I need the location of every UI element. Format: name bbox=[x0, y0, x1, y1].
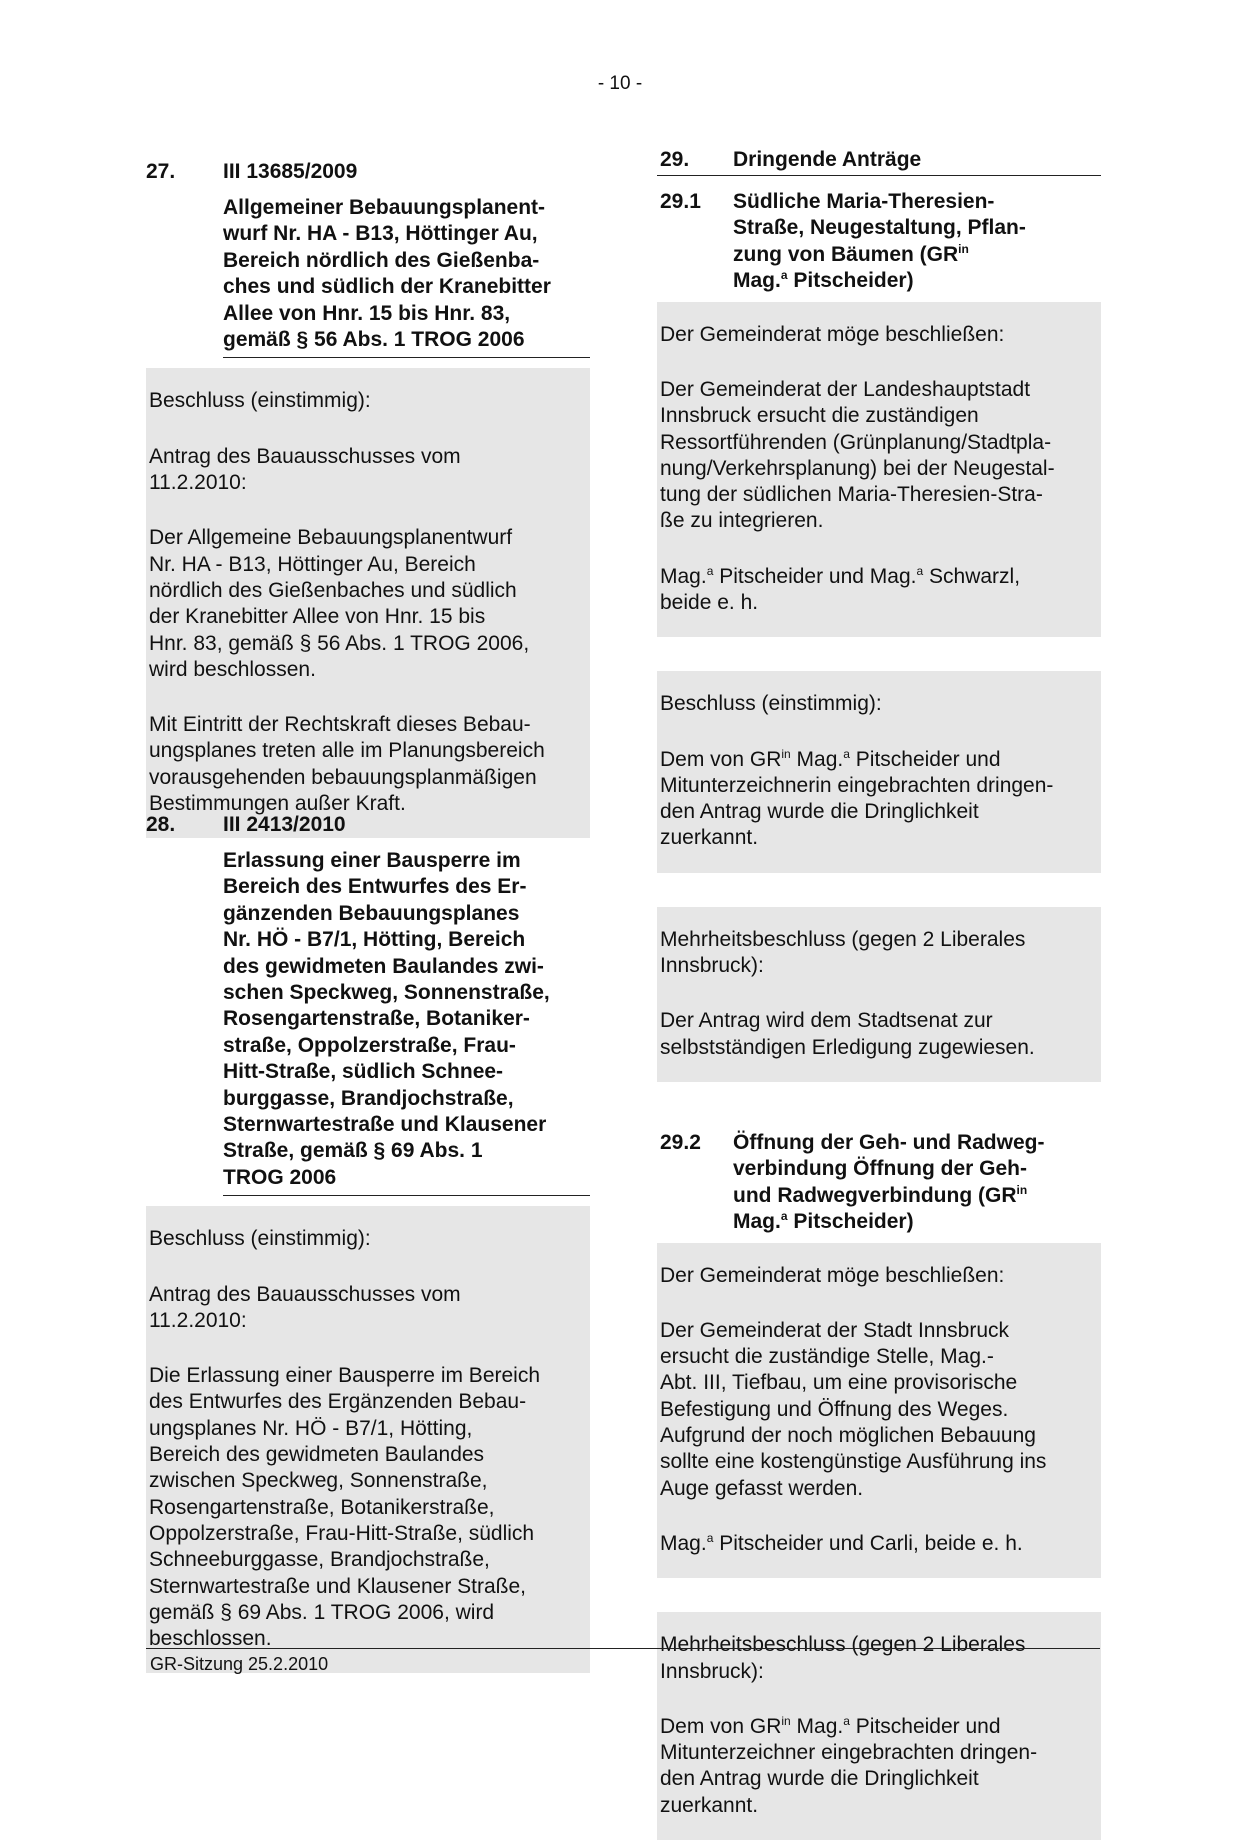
item-28-number: 28. bbox=[146, 813, 176, 836]
item-29-heading bbox=[657, 147, 1101, 176]
item-29-1-assignment-box bbox=[657, 907, 1101, 1082]
item-27-text-1: Der Allgemeine Bebauungsplanentwurf Nr. HA - B13, Höttinger Au, Bereich nördlich des Gießenbaches und südlich der Kranebitter Allee von Hnr. 15 bis Hnr. 83, gemäß § 56 Abs. 1 TROG 2006, wird beschlossen. bbox=[149, 526, 530, 681]
item-28-motion: Antrag des Bauausschusses vom 11.2.2010: bbox=[149, 1282, 461, 1332]
item-29-1-number: 29.1 bbox=[660, 190, 701, 213]
item-28-decision: Beschluss (einstimmig): bbox=[149, 1227, 371, 1251]
item-29-2-urgency: Dem von $GR^{in}$ Mag.$^a$ Pitscheider und Mitunterzeichner eingebrachten dringen- den Antrag wurde die Dringlichkeit zuerkannt. bbox=[660, 1713, 1038, 1817]
item-28-text-1: Die Erlassung einer Bausperre im Bereich des Entwurfes des Ergänzenden Bebau- ungsplanes Nr. HÖ - B7/1, Hötting, Bereich des gewidmeten Baulandes zwischen Speckweg, Sonnenstraße, Rosengartenstraße, Botanikerstraße, Oppolzerstraße, Frau-Hitt-Straße, südlich Schneeburggasse, Brandjochstraße, Sternwartestraße und Klausener Straße, gemäß § 69 Abs. 1 TROG 2006, wird beschlossen. bbox=[149, 1364, 541, 1651]
item-28-decision-box bbox=[146, 1206, 590, 1673]
item-29-1-request: Der Gemeinderat möge beschließen: bbox=[660, 322, 1005, 346]
item-29-1-urgency: Dem von $GR^{in}$ Mag.$^a$ Pitscheider und Mitunterzeichnerin eingebrachten dringen- den Antrag wurde die Dringlichkeit zuerkannt. bbox=[660, 746, 1054, 850]
item-29-2-urgency-box bbox=[657, 1612, 1101, 1840]
item-29-1-heading bbox=[657, 189, 1101, 295]
page-number: - 10 - bbox=[597, 73, 643, 94]
item-29-2-heading bbox=[657, 1130, 1101, 1236]
item-28-heading bbox=[146, 812, 590, 838]
item-29-number: 29. bbox=[660, 148, 690, 171]
agenda-item-29 bbox=[657, 147, 1101, 1840]
item-28-subject: Erlassung einer Bausperre im Bereich des Entwurfes des Er- gänzenden Bebauungsplanes Nr. HÖ - B7/1, Hötting, Bereich des gewidmeten Baulandes zwi- schen Speckweg, Sonnenstraße, Rosengartenstraße, Botaniker- straße, Oppolzerstraße, Frau- Hitt-Straße, südlich Schnee- burggasse, Brandjochstraße, Sternwartestraße und Klausener Straße, gemäß § 69 Abs. 1 TROG 2006 bbox=[223, 848, 590, 1196]
item-27-decision: Beschluss (einstimmig): bbox=[149, 389, 371, 413]
item-29-2-title: Öffnung der Geh- und Radweg- verbindung Öffnung der Geh- und Radwegverbindung ($GR^{in}$ Mag.$^a$ Pitscheider) bbox=[733, 1130, 1045, 1234]
item-27-number: 27. bbox=[146, 160, 176, 183]
item-27-subject: Allgemeiner Bebauungsplanent- wurf Nr. HA - B13, Höttinger Au, Bereich nördlich des Gießenba- ches und südlich der Kranebitter Allee von Hnr. 15 bis Hnr. 83, gemäß § 56 Abs. 1 TROG 2006 bbox=[223, 195, 590, 358]
item-29-2-signers: Mag.$^a$ Pitscheider und Carli, beide e. h. bbox=[660, 1530, 1023, 1555]
item-29-1-decision-2: Mehrheitsbeschluss (gegen 2 Liberales Innsbruck): bbox=[660, 927, 1026, 978]
item-27-heading bbox=[146, 159, 590, 185]
item-29-1-signers: Mag.$^a$ Pitscheider und Mag.$^a$ Schwarzl, beide e. h. bbox=[660, 563, 1021, 614]
item-29-1-decision-1: Beschluss (einstimmig): bbox=[660, 692, 882, 716]
item-27-motion: Antrag des Bauausschusses vom 11.2.2010: bbox=[149, 444, 461, 495]
agenda-item-27 bbox=[146, 159, 590, 838]
item-29-2-text: Der Gemeinderat der Stadt Innsbruck ersucht die zuständige Stelle, Mag.- Abt. III, Tiefbau, um eine provisorische Befestigung und Öffnung des Weges. Aufgrund der noch möglichen Bebauung sollte eine kostengünstige Ausführung ins Auge gefasst werden. bbox=[660, 1318, 1047, 1500]
item-27-reference: III 13685/2009 bbox=[223, 160, 358, 183]
item-29-2-request: Der Gemeinderat möge beschließen: bbox=[660, 1263, 1005, 1287]
item-29-2-decision: Mehrheitsbeschluss (gegen 2 Liberales Innsbruck): bbox=[660, 1633, 1026, 1683]
item-29-1-assigned: Der Antrag wird dem Stadtsenat zur selbstständigen Erledigung zugewiesen. bbox=[660, 1009, 1035, 1059]
footer-session-date: GR-Sitzung 25.2.2010 bbox=[150, 1654, 329, 1674]
item-29-title: Dringende Anträge bbox=[733, 148, 922, 171]
agenda-item-28 bbox=[146, 812, 590, 1673]
item-29-1-motion-box bbox=[657, 302, 1101, 638]
item-29-2-number: 29.2 bbox=[660, 1130, 701, 1154]
item-27-text-2: Mit Eintritt der Rechtskraft dieses Bebau- ungsplanes treten alle im Planungsbereich vorausgehenden bebauungsplanmäßigen Bestimmungen außer Kraft. bbox=[149, 713, 545, 815]
footer-rule bbox=[146, 1648, 1100, 1649]
item-29-2-motion-box bbox=[657, 1243, 1101, 1579]
item-29-1-text: Der Gemeinderat der Landeshauptstadt Innsbruck ersucht die zuständigen Ressortführenden (Grünplanung/Stadtpla- nung/Verkehrsplanung) bei der Neugestal- tung der südlichen Maria-Theresien-Stra- ße zu integrieren. bbox=[660, 377, 1055, 533]
item-29-1-urgency-box bbox=[657, 671, 1101, 872]
item-28-reference: III 2413/2010 bbox=[223, 813, 346, 836]
item-29-1-title: Südliche Maria-Theresien- Straße, Neugestaltung, Pflan- zung von Bäumen ($GR^{in}$ Mag.$^a$ Pitscheider) bbox=[733, 190, 1026, 293]
item-27-decision-box bbox=[146, 368, 590, 838]
